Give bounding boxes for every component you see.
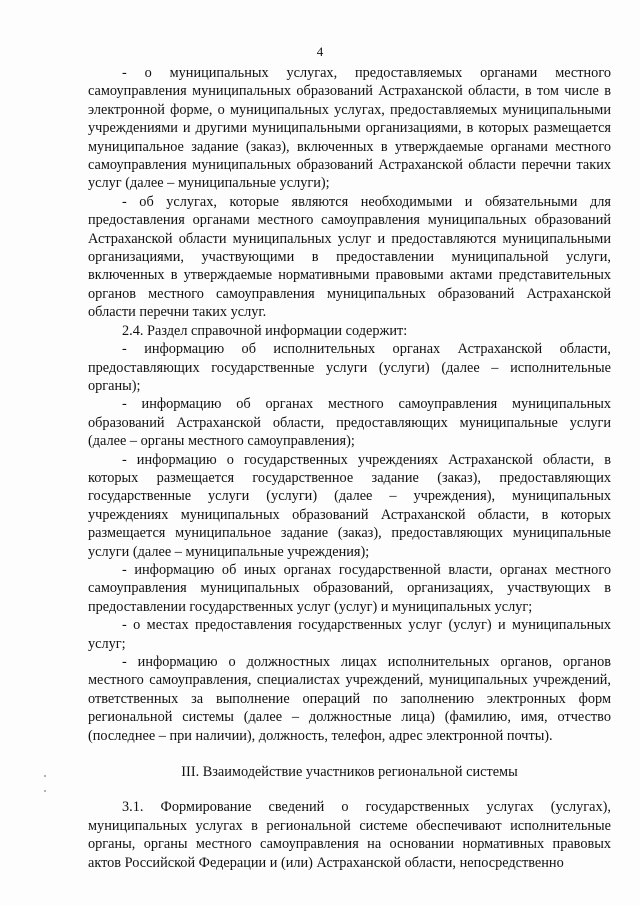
paragraph-other-bodies: - информацию об иных органах государственной власти, органах местного самоуправления муниципальных образований, организациях, участвующих в предоставлении государственных услуг (услуг) и муниципальных услуг; (88, 561, 611, 615)
page-number: 4 (316, 44, 324, 59)
paragraph-section-3-1: 3.1. Формирование сведений о государственных услугах (услугах), муниципальных услугах в региональной системе обеспечивают исполнительные органы, органы местного самоуправления на основании нормативных правовых актов Российской Федерации и (или) Астраханской области, непосредственно (88, 799, 611, 871)
document-body (88, 64, 611, 872)
paragraph-institutions: - информацию о государственных учреждениях Астраханской области, в которых размещается государственное задание (заказ), предоставляющих государственные услуги (услуги) (далее – учреждения), муниципальных учреждениях муниципальных образований Астраханской области, в которых размещается муниципальное задание (заказ), предоставляющих муниципальные услуги (далее – муниципальные учреждения); (88, 451, 611, 560)
paragraph-local-government: - информацию об органах местного самоуправления муниципальных образований Астраханской области, предоставляющих муниципальные услуги (далее – органы местного самоуправления); (88, 396, 611, 450)
section-heading: III. Взаимодействие участников региональной системы (181, 764, 518, 781)
scan-speck (44, 775, 46, 777)
scan-speck (44, 790, 46, 792)
paragraph-reference-section: 2.4. Раздел справочной информации содержит: (122, 322, 408, 339)
paragraph-officials: - информацию о должностных лицах исполнительных органов, органов местного самоуправления, специалистах учреждений, муниципальных учреждений, ответственных за выполнение операций по заполнению электронных форм региональной системы (далее – должностные лица) (фамилию, имя, отчество (последнее – при наличии), должность, телефон, адрес электронной почты). (88, 654, 611, 744)
paragraph-municipal-services: - о муниципальных услугах, предоставляемых органами местного самоуправления муниципальных образований Астраханской области, в том числе в электронной форме, о муниципальных услугах, предоставляемых муниципальными учреждениями и другими муниципальными организациями, в которых размещается муниципальное задание (заказ), включенных в утверждаемые органами местного самоуправления муниципальных образований Астраханской области перечни таких услуг (далее – муниципальные услуги); (88, 65, 611, 192)
paragraph-executive-bodies: - информацию об исполнительных органах Астраханской области, предоставляющих государственные услуги (услуги) (далее – исполнительные органы); (88, 341, 611, 394)
paragraph-necessary-services: - об услугах, которые являются необходимыми и обязательными для предоставления органами местного самоуправления муниципальных образований Астраханской области муниципальных услуг и предоставляются муниципальными организациями, участвующими в предоставлении муниципальной услуги, включенных в утверждаемые нормативными правовыми актами представительных органов местного самоуправления муниципальных образований Астраханской области перечни таких услуг. (88, 193, 611, 321)
paragraph-service-locations: - о местах предоставления государственных услуг (услуг) и муниципальных услуг; (88, 617, 611, 652)
